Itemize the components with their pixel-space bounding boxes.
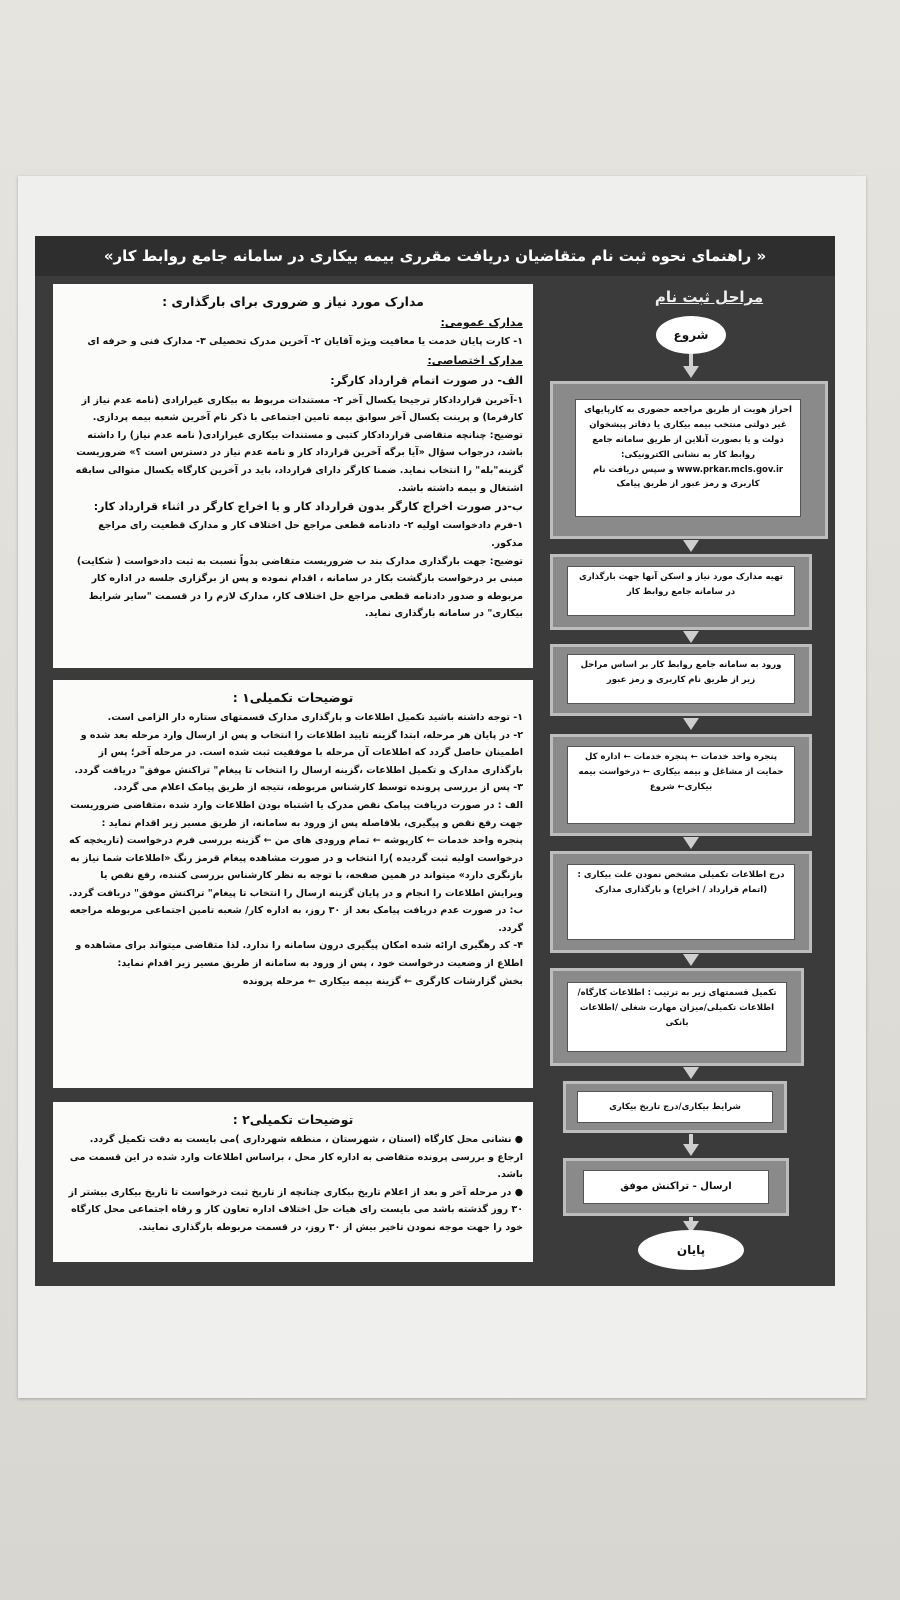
notes1-item: ۴- کد رهگیری ارائه شده امکان پیگیری درون سامانه را ندارد. لذا متقاضی میتواند برای مشاهده و اطلاع از وضعیت درخواست خود ، پس از ورود به سامانه از طریق مسیر زیر اقدام نماید: xyxy=(75,940,523,969)
specific-docs-heading: مدارک اختصاصی: xyxy=(427,354,523,368)
flow-step-7 xyxy=(577,1091,773,1123)
notes1-item: پنجره واحد خدمات ← کارپوشه ← تمام ورودی های من ← گزینه بررسی فرم درخواست (تاریخچه که درخواست اولیه ثبت گردیده )را انتخاب و در صورت مشاهده پیغام قرمز رنگ «اطلاعات شما نیاز به بازنگری دارد» میتواند در همین صفحه، با توجه به نظر کارشناس بررسی کننده، رفع نقص یا ویرایش اطلاعات را انجام و در پایان گزینه ارسال را انتخاب تا پیغام" تراکنش موفق" دریافت گردد. xyxy=(68,835,523,899)
flow-arrow xyxy=(683,631,699,643)
flow-step-5 xyxy=(567,864,795,940)
notes2-item: ● نشانی محل کارگاه (استان ، شهرستان ، منطقه شهرداری )می بایست به دقت تکمیل گردد. ارجاع و بررسی پرونده متقاضی به اداره کار محل ، براساس اطلاعات وارد شده در این قسمت می باشد. xyxy=(69,1134,523,1181)
flow-step-2 xyxy=(567,566,795,616)
flow-step-6 xyxy=(567,982,787,1052)
section-b-text: ۱-فرم دادخواست اولیه ۲- دادنامه قطعی مراجع حل اختلاف کار و مدارک قطعیت رای مراجع مذکور. xyxy=(98,520,523,549)
flow-step-8 xyxy=(583,1170,769,1204)
poster-title: « راهنمای نحوه ثبت نام متقاضیان دریافت مقرری بیمه بیکاری در سامانه جامع روابط کار» xyxy=(35,236,835,276)
flow-step-3-text: ورود به سامانه جامع روابط کار بر اساس مراحل زیر از طریق نام کاربری و رمز عبور xyxy=(580,660,782,685)
flow-arrow xyxy=(683,954,699,966)
flow-step-1-tail: و سپس دریافت نام کاربری و رمز عبور از طریق پیامک xyxy=(592,464,760,490)
flow-arrow xyxy=(683,1067,699,1079)
flow-step-1 xyxy=(575,399,801,517)
notes1-item: ۳- پس از بررسی پرونده توسط کارشناس مربوطه، نتیجه از طریق پیامک اعلام می گردد. xyxy=(113,782,523,794)
poster xyxy=(35,236,835,1286)
flow-step-4-text: پنجره واحد خدمات ← پنجره خدمات ← اداره کل حمایت از مشاغل و بیمه بیکاری ← درخواست بیمه بیکاری← شروع xyxy=(578,752,784,792)
flow-step-4 xyxy=(567,746,795,824)
flow-arrow xyxy=(683,366,699,378)
section-b-heading: ب-در صورت اخراج کارگر بدون قرارداد کار و یا اخراج کارگر در اثناء قرارداد کار: xyxy=(93,500,523,514)
flow-arrow xyxy=(683,837,699,849)
documents-box xyxy=(53,284,533,668)
notes2-item: ● در مرحله آخر و بعد از اعلام تاریخ بیکاری چنانچه از تاریخ ثبت درخواست تا تاریخ بیکاری بیشتر از ۳۰ روز گذشته باشد می بایست رای هیات حل اختلاف اداره تعاون کار و رفاه اجتماعی محل کارگاه خود را جهت موجه نمودن تاخیر بیش از ۳۰ روز، در قسمت مربوطه بارگذاری نمایند. xyxy=(68,1186,523,1233)
notes1-item: ۱- توجه داشته باشید تکمیل اطلاعات و بارگذاری مدارک قسمتهای ستاره دار الزامی است. xyxy=(107,712,523,724)
flow-title: مراحل ثبت نام xyxy=(654,288,764,306)
notes1-item: ۲- در پایان هر مرحله، ابتدا گزینه تایید اطلاعات را انتخاب و پس از ارسال وارد مرحله بعد شده و اطمینان حاصل گردد که اطلاعات آن مرحله با موفقیت ثبت شده است. در مرحله آخر؛ پس از بارگذاری مدارک و تکمیل اطلاعات ،گزینه ارسال را انتخاب تا پیغام" تراکنش موفق" دریافت گردد. xyxy=(74,729,523,776)
section-a-heading: الف- در صورت اتمام قرارداد کارگر: xyxy=(330,374,523,388)
section-a-note: توضیح: چنانچه متقاضی قراردادکار کتبی و مستندات بیکاری غیرارادی( نامه عدم نیاز) را داشته باشد، درجواب سؤال «آیا برگه آخرین قرارداد کار و نامه عدم نیاز در دسترس است ؟» ضروریست گزینه"بله" را انتخاب نماید. ضمنا کارگر دارای قرارداد، باید در آخرین کارگاه یکسال متوالی سابقه اشتغال و بیمه داشته باشد. xyxy=(75,429,523,494)
general-docs-heading: مدارک عمومی: xyxy=(440,316,523,330)
notes2-title: توضیحات تکمیلی۲ : xyxy=(232,1112,354,1127)
flow-arrow xyxy=(683,1144,699,1156)
notes1-box xyxy=(53,680,533,1088)
flow-step-3 xyxy=(567,654,795,704)
flow-step-7-text: شرایط بیکاری/درج تاریخ بیکاری xyxy=(609,1102,741,1112)
flow-step-1-text: احراز هویت از طریق مراجعه حضوری به کارپایهای غیر دولتی منتخب بیمه بیکاری یا دفاتر پیشخوان دولت و یا بصورت آنلاین از طریق سامانه جامع روابط کار به نشانی الکترونیکی: xyxy=(584,405,792,460)
flow-step-1-url: www.prkar.mcls.gov.ir xyxy=(676,464,784,475)
section-b-note: توضیح: جهت بارگذاری مدارک بند ب ضروریست متقاضی بدواً نسبت به ثبت دادخواست ( شکایت) مبنی بر درخواست بازگشت بکار در سامانه ، اقدام نموده و پس از برگزاری جلسه در اداره کار مربوطه و صدور دادنامه قطعی مراجع حل اختلاف کار، مدارک لازم را در قسمت "سایر شرایط بیکاری" در سامانه بارگذاری نماید. xyxy=(76,555,523,620)
flow-start-label: شروع xyxy=(673,328,709,342)
flow-step-5-text: درج اطلاعات تکمیلی مشخص نمودن علت بیکاری : (اتمام قرارداد / اخراج) و بارگذاری مدارک xyxy=(577,870,785,895)
flow-arrow xyxy=(683,718,699,730)
notes1-title: توضیحات تکمیلی۱ : xyxy=(232,690,354,705)
flow-arrow xyxy=(683,540,699,552)
flow-start xyxy=(656,316,726,354)
flow-end-label: پایان xyxy=(676,1243,706,1257)
documents-title: مدارک مورد نیاز و ضروری برای بارگذاری : xyxy=(162,294,424,309)
notes1-item: ب: در صورت عدم دریافت پیامک بعد از ۳۰ روز، به اداره کار/ شعبه تامین اجتماعی مربوطه مراجعه گردد. xyxy=(69,905,523,934)
general-docs-text: ۱- کارت پایان خدمت یا معافیت ویژه آقایان ۲- آخرین مدرک تحصیلی ۳- مدارک فنی و حرفه ای xyxy=(87,336,523,348)
notes1-item: بخش گزارشات کارگری ← گزینه بیمه بیکاری ← مرحله پرونده xyxy=(242,975,523,987)
notes1-item: الف : در صورت دریافت پیامک نقص مدرک یا اشتباه بودن اطلاعات وارد شده ،متقاضی ضروریست جهت رفع نقص و پیگیری، بلافاصله پس از ورود به سامانه، از طریق مسیر زیر اقدام نماید : xyxy=(70,799,523,829)
flow-step-8-text: ارسال - تراکنش موفق xyxy=(620,1181,732,1192)
flow-end xyxy=(638,1230,744,1270)
notes2-box xyxy=(53,1102,533,1262)
flow-step-6-text: تکمیل قسمتهای زیر به ترتیب : اطلاعات کارگاه/اطلاعات تکمیلی/میزان مهارت شغلی /اطلاعات بانکی xyxy=(577,988,777,1028)
section-a-text: ۱-آخرین قراردادکار ترجیحا یکسال آخر ۲- مستندات مربوط به بیکاری غیرارادی (نامه عدم نیاز از کارفرما) و پرینت یکسال آخر سوابق بیمه تامین اجتماعی با ذکر نام آخرین شعبه بیمه پردازی. xyxy=(81,394,523,424)
flow-step-2-text: تهیه مدارک مورد نیاز و اسکن آنها جهت بارگذاری در سامانه جامع روابط کار xyxy=(579,572,783,597)
